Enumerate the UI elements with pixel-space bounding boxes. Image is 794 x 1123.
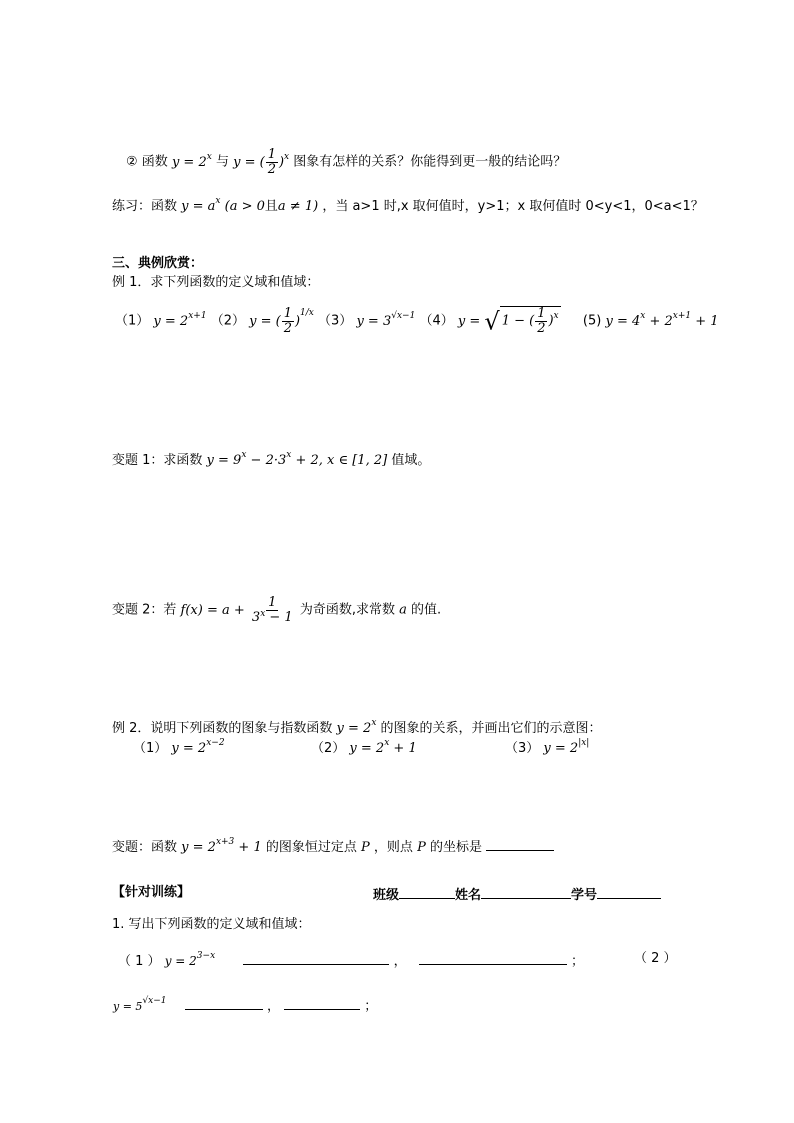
ex1-items <box>115 306 719 335</box>
ex1-f1: $y = 2^{x+1}$ <box>153 310 207 329</box>
ex2-f2: $y = 2^x + 1$ <box>349 738 417 756</box>
t1-item-2 <box>113 997 377 1013</box>
practice-cond-right: a ≠ 1) <box>277 199 319 214</box>
t1-blank-2[interactable] <box>419 952 567 965</box>
ex1-f2: y = ( $\frac{1}{2}$ )$^{1/x}$ <box>249 306 314 336</box>
q2-number: ② <box>126 154 138 170</box>
var3-mid: 的图象恒过定点 <box>265 840 357 855</box>
practice-cond-left: (a > 0 <box>224 199 265 214</box>
practice-cond-mid: 且 <box>264 199 278 214</box>
var3-tail: 的坐标是 <box>429 840 482 855</box>
t1-blank-1[interactable] <box>243 952 389 965</box>
ex2-item-2 <box>311 738 417 756</box>
t1-title: 1. 写出下列函数的定义域和值域： <box>112 917 311 932</box>
ex1-l5: (5) <box>582 313 602 329</box>
ex2-title <box>112 718 602 736</box>
ex1-f3: $y = 3^{√x-1}$ <box>356 310 416 329</box>
t1-l2: （ 2 ） <box>634 951 677 966</box>
practice-label: 练习：函数 <box>112 199 178 214</box>
ex1-l4: （4） <box>419 313 454 329</box>
training-info <box>373 886 661 902</box>
t1-blank-3[interactable] <box>185 997 263 1010</box>
name-blank[interactable] <box>481 886 571 899</box>
var3-label: 变题：函数 <box>112 840 178 855</box>
q2-pre: 函数 <box>141 154 168 170</box>
ex1-l2: （2） <box>210 313 245 329</box>
var3-formula: $y = 2^{x+3} + 1$ <box>181 837 262 855</box>
ex2-title-post: 的图象的关系，并画出它们的示意图： <box>380 721 602 736</box>
ex2-f3: $y = 2^{|x|}$ <box>543 738 590 756</box>
q2-post: 图象有怎样的关系？你能得到更一般的结论吗？ <box>293 154 567 170</box>
var3-answer-blank[interactable] <box>486 838 554 851</box>
ex2-l3: （3） <box>505 741 540 756</box>
id-blank[interactable] <box>597 886 661 899</box>
practice-line <box>112 196 704 214</box>
ex1-l3: （3） <box>318 313 353 329</box>
name-label: 姓名 <box>455 888 482 903</box>
id-label: 学号 <box>571 888 598 903</box>
t1-f2: $y = 5^{√x-1}$ <box>113 996 167 1013</box>
ex1-f4: y = √ 1 − ( $\frac{1}{2}$ )$^x$ <box>457 306 559 336</box>
var2-label: 变题 2：若 <box>112 602 177 618</box>
ex2-item-1 <box>133 738 225 756</box>
practice-formula: $y = a^x$ <box>181 196 221 214</box>
class-label: 班级 <box>373 888 400 903</box>
q2-formula-1: $y = 2^x$ <box>171 151 212 170</box>
var2-line <box>112 596 441 624</box>
t1-item-1 <box>118 952 584 968</box>
ex2-l1: （1） <box>133 741 168 756</box>
t1-comma-1: ， <box>393 954 407 969</box>
ex2-l2: （2） <box>311 741 346 756</box>
var2-a: a <box>399 602 407 618</box>
var3-mid2: ，则点 <box>373 840 413 855</box>
ex1-l1: （1） <box>115 313 150 329</box>
var1-tail: 值域。 <box>391 453 431 468</box>
var2-tail2: 的值. <box>411 602 442 618</box>
practice-rest: ，当 a>1 时,x 取何值时，y>1；x 取何值时 0<y<1，0<a<1？ <box>322 199 704 214</box>
ex2-title-formula: $y = 2^x$ <box>336 718 377 736</box>
t1-f1: $y = 2^{3-x}$ <box>164 951 216 968</box>
section3-title: 三、典例欣赏： <box>112 256 204 271</box>
q2-formula-2: y = ( $\frac{1}{2}$ )$^x$ <box>233 147 290 177</box>
t1-blank-4[interactable] <box>284 997 360 1010</box>
t1-semi-1: ； <box>571 954 585 969</box>
ex1-f5: $y = 4^x + 2^{x+1} + 1$ <box>605 310 719 329</box>
ex2-item-3 <box>505 738 590 756</box>
var1-label: 变题 1：求函数 <box>112 453 203 468</box>
var3-line <box>112 838 554 854</box>
ex2-title-pre: 例 2．说明下列函数的图象与指数函数 <box>112 721 333 736</box>
var1-formula: $y = 9^x - 2\cdot 3^x + 2$, x ∈ [1, 2] <box>206 450 388 468</box>
var1-line <box>112 450 431 468</box>
t1-l1: （ 1 ） <box>118 954 161 969</box>
ex2-f1: $y = 2^{x-2}$ <box>171 738 225 756</box>
var3-p2: P <box>417 840 426 855</box>
training-title: 【针对训练】 <box>112 885 191 900</box>
t1-comma-2: ， <box>266 999 280 1014</box>
ex1-title: 例 1．求下列函数的定义域和值域： <box>112 275 320 290</box>
class-blank[interactable] <box>399 886 455 899</box>
q2-line <box>126 148 566 176</box>
var2-formula: f(x) = a + $\frac{1}{3^x - 1}$ <box>180 595 293 625</box>
t1-semi-2: ； <box>364 999 378 1014</box>
q2-mid: 与 <box>215 154 229 170</box>
var3-p1: P <box>361 840 370 855</box>
var2-tail: 为奇函数,求常数 <box>299 602 395 618</box>
